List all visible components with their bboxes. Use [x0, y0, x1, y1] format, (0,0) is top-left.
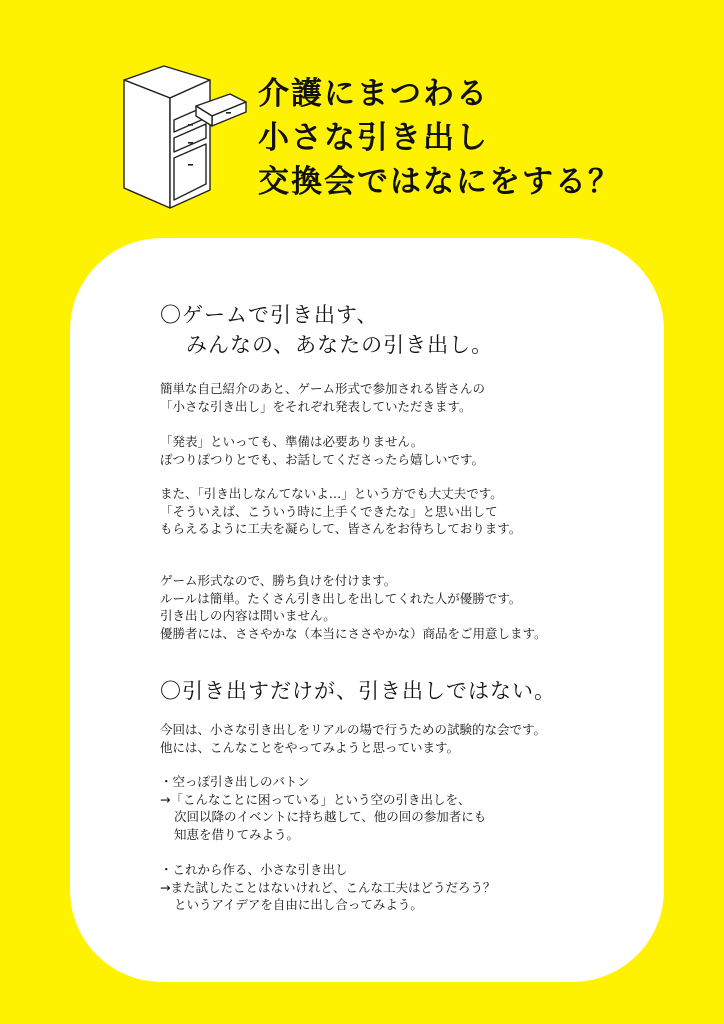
paragraph	[160, 380, 485, 415]
text-line: 他には、こんなことをやってみようと思っています。	[160, 739, 460, 755]
text-line: 引き出しの内容は問いません。	[160, 608, 336, 623]
text-line: 次回以降のイベントに持ち越して、他の回の参加者にも	[174, 809, 487, 824]
paragraph	[160, 572, 547, 642]
text-line: 「小さな引き出し」をそれぞれ発表していただきます。	[160, 398, 472, 414]
title-line: 交換会ではなにをする？	[258, 164, 621, 200]
text-line: 優勝者には、ささやかな（本当にささやかな）商品をご用意します。	[160, 625, 547, 641]
text-line: →また試したことはないけれど、こんな工夫はどうだろう？	[160, 879, 496, 895]
text-line: また、「引き出しなんてないよ…」という方でも大丈夫です。	[160, 486, 503, 501]
text-line: 今回は、小さな引き出しをリアルの場で行うための試験的な会です。	[160, 722, 547, 737]
title-line: 小さな引き出し	[258, 120, 489, 156]
paragraph	[160, 433, 484, 468]
text-line: ・空っぽ引き出しのバトン	[160, 774, 310, 789]
section-heading-line: 〇ゲームで引き出す、	[160, 303, 379, 327]
page-title	[258, 72, 621, 204]
text-line: ぽつりぽつりとでも、お話してくださったら嬉しいです。	[160, 451, 485, 467]
list-item	[160, 861, 495, 914]
list-item	[160, 773, 486, 843]
text-line: 簡単な自己紹介のあと、ゲーム形式で参加される皆さんの	[160, 381, 486, 396]
text-line: ゲーム形式なので、勝ち負けを付けます。	[160, 573, 397, 588]
text-line: ルールは簡単。たくさん引き出しを出してくれた人が優勝です。	[160, 590, 522, 606]
text-line: もらえるように工夫を凝らして、皆さんをお待ちしております。	[160, 521, 522, 536]
text-line: →「こんなことに困っている」という空の引き出しを、	[160, 791, 471, 807]
paragraph	[160, 721, 546, 756]
section-heading-line: みんなの、あなたの引き出し。	[186, 333, 494, 357]
title-line: 介護にまつわる	[258, 76, 489, 112]
text-line: 「そういえば、こういう時に上手くできたな」と思い出して	[160, 503, 498, 519]
text-line: 知恵を借りてみよう。	[174, 826, 300, 842]
text-line: というアイデアを自由に出し合ってみよう。	[174, 897, 423, 912]
section-heading	[160, 300, 493, 360]
drawer-cabinet-icon	[118, 58, 248, 218]
paragraph	[160, 485, 521, 538]
text-line: 「発表」といっても、準備は必要ありません。	[160, 434, 424, 449]
section-heading-line: 〇引き出すだけが、引き出しではない。	[160, 679, 556, 703]
section-heading	[160, 676, 556, 706]
text-line: ・これから作る、小さな引き出し	[160, 862, 348, 877]
